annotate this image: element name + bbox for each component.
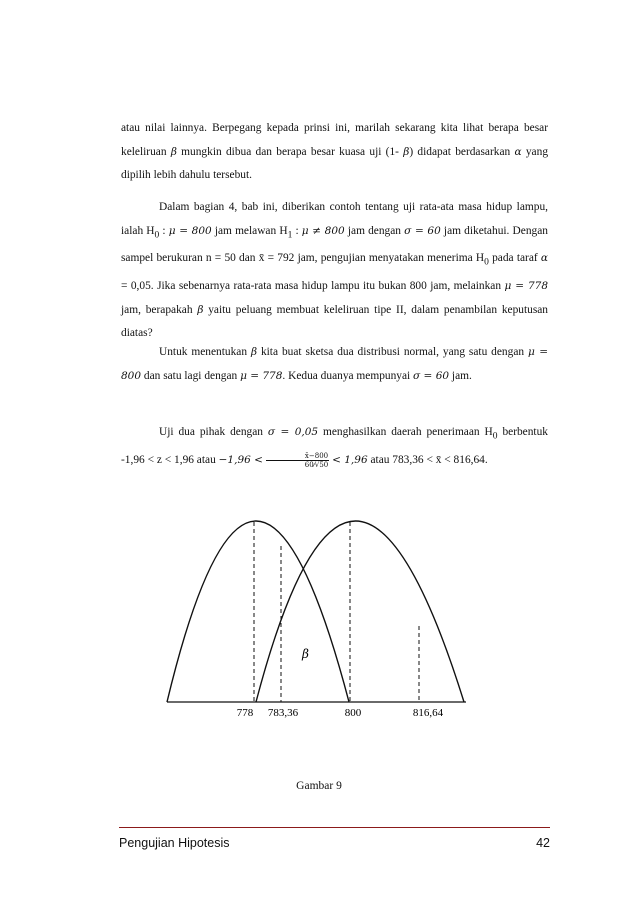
curve-mu-778 (167, 521, 349, 702)
fraction-denominator: 60⁄√50 (304, 460, 329, 469)
text: atau nilai lainnya. Berpegang kepada prinsi ini, marilah sekarang kita lihat berapa besar keleliruan (121, 122, 548, 158)
math-expression: β (197, 303, 204, 316)
text: Uji dua pihak dengan (159, 426, 268, 438)
page-number: 42 (536, 836, 550, 850)
math-expression: σ = 0,05 (267, 426, 319, 438)
subscript: 0 (492, 431, 498, 442)
math-expression: < 1,96 (332, 453, 368, 466)
text: yaitu peluang membuat keleliruan tipe II, dalam penambilan keputusan diatas? (121, 303, 549, 340)
subscript: 1 (287, 229, 293, 240)
text: Dalam bagian 4, bab ini, diberikan contoh tentang uji rata-ata masa hidup lampu, ialah H (121, 201, 548, 237)
footer-title: Pengujian Hipotesis (119, 836, 230, 850)
tick-label-816-64: 816,64 (412, 707, 444, 719)
text: jam dengan (344, 224, 405, 237)
text: yang dipilih lebih dahulu tersebut. (121, 145, 549, 181)
text: jam diketahui. Dengan sampel berukuran n = 50 dan x̄ = 792 jam, pengujian menyatakan menerima H (121, 224, 548, 265)
math-expression: μ ≠ 800 (301, 224, 345, 237)
math-expression: α (540, 252, 548, 265)
math-expression: μ = 778 (240, 369, 283, 382)
tick-label-800: 800 (344, 707, 362, 719)
text: jam, berapakah (121, 303, 198, 316)
math-expression: μ = 800 (168, 224, 212, 237)
beta-symbol: β (403, 145, 410, 158)
text: mungkin dibua dan berapa besar kuasa uji (1- (176, 145, 404, 158)
text: kita buat sketsa dua distribusi normal, yang satu dengan (257, 346, 528, 358)
text: atau 783,36 < x̄ < 816,64. (367, 453, 488, 466)
beta-label: β (302, 647, 309, 661)
math-expression: μ = 800 (121, 346, 549, 382)
math-expression: β (250, 346, 258, 358)
math-expression: −1,96 < (218, 453, 263, 466)
text: menghasilkan daerah penerimaan H (318, 426, 493, 438)
text: dan satu lagi dengan (141, 369, 241, 382)
text: . Kedua duanya mempunyai (282, 369, 414, 382)
text: berbentuk -1,96 < z < 1,96 atau (121, 426, 548, 466)
subscript: 0 (154, 229, 160, 240)
text: pada taraf (488, 252, 541, 265)
text: = 0,05. Jika sebenarnya rata-rata masa hidup lampu itu bukan 800 jam, melainkan (121, 280, 505, 293)
math-expression: μ = 778 (504, 280, 549, 293)
curve-mu-800 (256, 521, 464, 702)
text: Untuk menentukan (159, 346, 251, 358)
alpha-symbol: α (514, 145, 522, 158)
math-expression: σ = 60 (404, 224, 441, 237)
text: jam. (449, 369, 472, 382)
subscript: 0 (484, 257, 489, 268)
text: jam melawan H (211, 224, 288, 237)
text: : (292, 224, 302, 237)
tick-label-778: 778 (236, 707, 254, 719)
fraction-numerator: x̄−800 (266, 452, 329, 461)
figure-caption: Gambar 9 (296, 780, 342, 792)
text: : (159, 224, 169, 237)
beta-symbol: β (170, 145, 177, 158)
footer-rule (119, 827, 550, 828)
math-expression: σ = 60 (413, 369, 450, 382)
text: ) didapat berdasarkan (409, 145, 515, 158)
tick-label-783-36: 783,36 (267, 707, 299, 719)
